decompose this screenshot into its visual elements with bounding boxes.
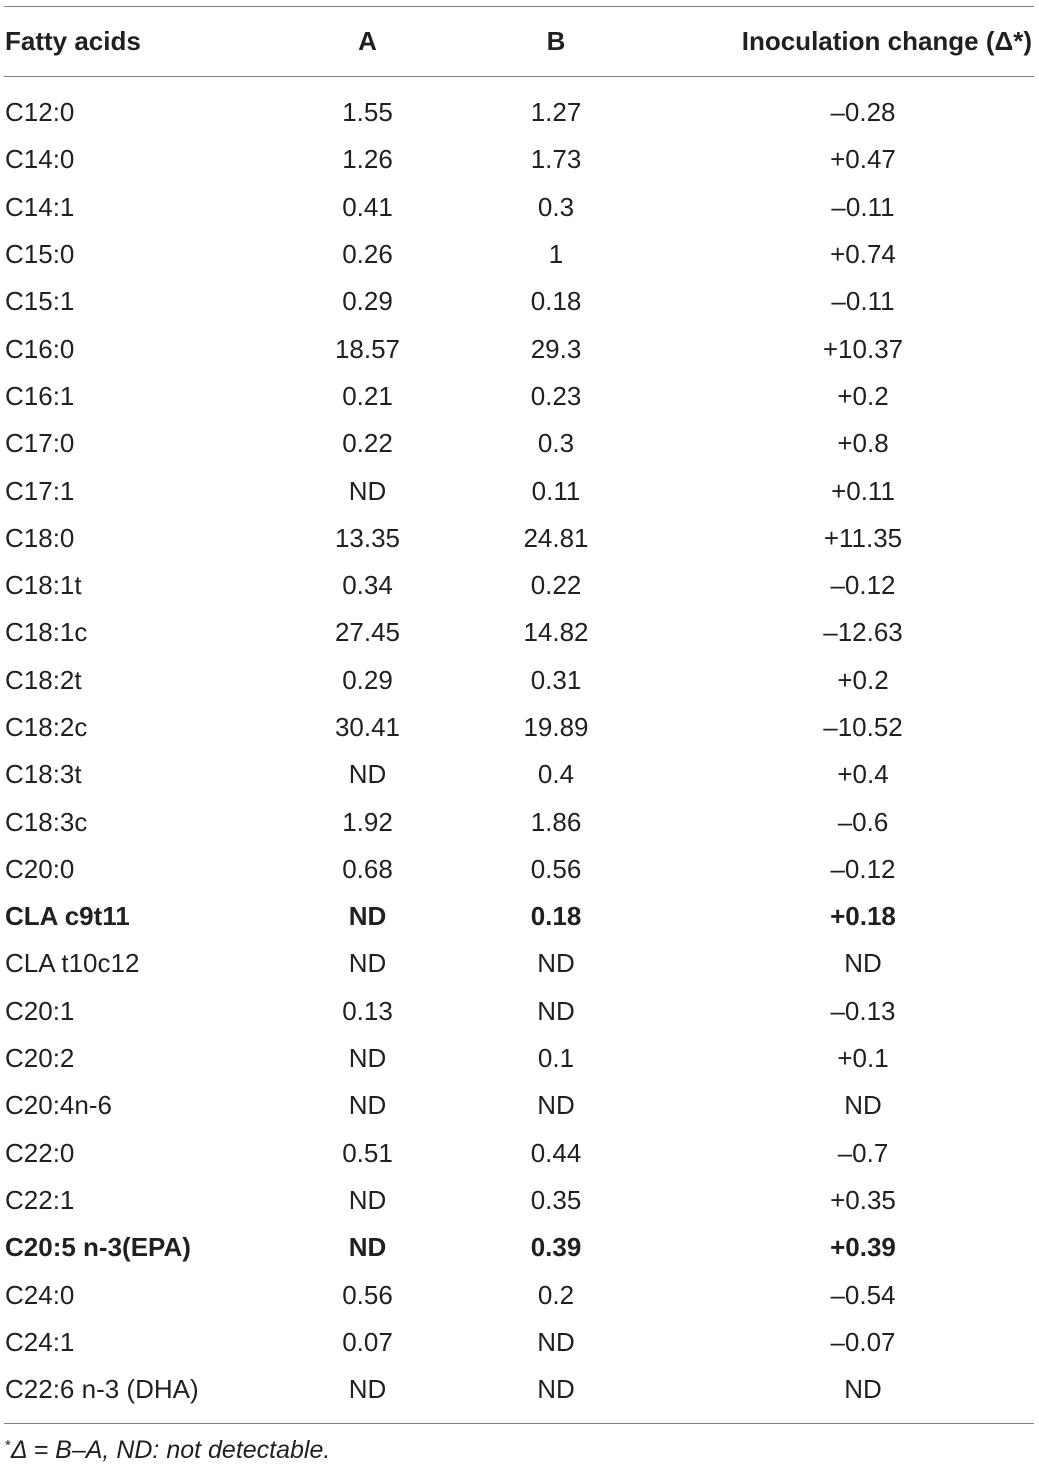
cell-delta-value: –0.11 bbox=[831, 191, 895, 222]
cell-fatty-acid: C18:0 bbox=[5, 522, 75, 553]
cell-a-value: 30.41 bbox=[334, 712, 401, 742]
table-row bbox=[4, 1366, 1034, 1413]
table-row bbox=[4, 562, 1034, 609]
cell-fatty-acid: C22:0 bbox=[5, 1137, 75, 1168]
cell-fatty-acid: C18:1t bbox=[5, 570, 82, 601]
cell-fatty-acid: C12:0 bbox=[5, 97, 75, 128]
cell-b-value: 0.22 bbox=[530, 570, 582, 601]
cell-a-value: 27.45 bbox=[334, 617, 401, 648]
cell-b-value: 0.3 bbox=[537, 428, 575, 459]
table-row bbox=[4, 373, 1034, 420]
table-footnote bbox=[5, 1436, 330, 1465]
cell-a-value: 0.07 bbox=[342, 1326, 393, 1357]
cell-delta-value: –0.6 bbox=[837, 806, 889, 837]
table-row bbox=[4, 751, 1034, 798]
cell-delta-value: ND bbox=[844, 1090, 882, 1121]
table-row bbox=[4, 467, 1034, 514]
cell-delta-value: +10.37 bbox=[822, 333, 904, 364]
cell-a-value: 0.34 bbox=[342, 570, 393, 601]
header-fatty-acids: Fatty acids bbox=[5, 26, 141, 56]
cell-fatty-acid: C16:0 bbox=[5, 333, 75, 364]
cell-a-value: 0.51 bbox=[342, 1137, 393, 1168]
table-row bbox=[4, 940, 1034, 987]
cell-fatty-acid: C14:0 bbox=[5, 144, 75, 175]
cell-delta-value: +0.74 bbox=[830, 239, 896, 270]
table-row bbox=[4, 136, 1034, 183]
cell-b-value: 1 bbox=[548, 239, 564, 270]
cell-delta-value: –0.07 bbox=[830, 1326, 896, 1357]
cell-a-value: 18.57 bbox=[334, 333, 401, 364]
cell-delta-value: +0.18 bbox=[830, 901, 896, 932]
cell-b-value: 0.18 bbox=[530, 286, 582, 317]
cell-b-value: 19.89 bbox=[523, 712, 589, 742]
table-row bbox=[4, 798, 1034, 845]
cell-b-value: 0.35 bbox=[530, 1184, 582, 1215]
cell-fatty-acid: C18:3t bbox=[5, 759, 82, 790]
cell-a-value: ND bbox=[348, 948, 387, 979]
table-row bbox=[4, 184, 1034, 231]
cell-a-value: 0.22 bbox=[342, 428, 393, 459]
cell-delta-value: –0.28 bbox=[830, 97, 896, 128]
table-row bbox=[4, 657, 1034, 704]
header-b: B bbox=[546, 26, 566, 56]
cell-delta-value: –0.11 bbox=[831, 286, 895, 317]
cell-a-value: ND bbox=[348, 901, 387, 932]
cell-a-value: ND bbox=[348, 1184, 387, 1215]
cell-fatty-acid: C20:5 n-3(EPA) bbox=[5, 1232, 191, 1263]
cell-a-value: 0.13 bbox=[342, 995, 393, 1026]
cell-fatty-acid: C22:1 bbox=[5, 1184, 75, 1215]
cell-fatty-acid: C18:2t bbox=[5, 664, 82, 695]
cell-delta-value: +0.2 bbox=[837, 380, 889, 411]
cell-delta-value: +0.2 bbox=[837, 664, 889, 695]
cell-b-value: 0.56 bbox=[530, 853, 582, 884]
cell-fatty-acid: C24:0 bbox=[5, 1279, 75, 1310]
cell-b-value: ND bbox=[537, 1090, 575, 1121]
cell-fatty-acid: C16:1 bbox=[5, 380, 75, 411]
cell-delta-value: ND bbox=[844, 1374, 882, 1405]
table-row bbox=[4, 1130, 1034, 1177]
table-row bbox=[4, 1035, 1034, 1082]
cell-fatty-acid: CLA c9t11 bbox=[5, 901, 130, 932]
table-row bbox=[4, 325, 1034, 372]
cell-fatty-acid: C20:4n-6 bbox=[5, 1090, 112, 1121]
fatty-acids-table bbox=[4, 6, 1034, 1424]
table-row bbox=[4, 420, 1034, 467]
table-row bbox=[4, 515, 1034, 562]
cell-b-value: 29.3 bbox=[530, 333, 582, 364]
cell-b-value: 0.31 bbox=[530, 664, 582, 695]
cell-b-value: 0.23 bbox=[530, 380, 582, 411]
cell-a-value: 13.35 bbox=[334, 522, 401, 553]
cell-fatty-acid: CLA t10c12 bbox=[5, 948, 140, 979]
cell-b-value: 0.44 bbox=[530, 1137, 582, 1168]
table-row bbox=[4, 1177, 1034, 1224]
cell-fatty-acid: C15:1 bbox=[5, 286, 75, 317]
cell-b-value: 0.2 bbox=[537, 1279, 575, 1310]
cell-a-value: 0.21 bbox=[342, 380, 393, 411]
cell-a-value: 0.68 bbox=[342, 853, 393, 884]
cell-b-value: ND bbox=[537, 1326, 575, 1357]
cell-delta-value: +0.35 bbox=[830, 1184, 896, 1215]
cell-a-value: ND bbox=[348, 1232, 387, 1263]
cell-a-value: 1.26 bbox=[342, 144, 393, 175]
cell-b-value: ND bbox=[537, 995, 575, 1026]
table-row bbox=[4, 1319, 1034, 1366]
cell-b-value: 24.81 bbox=[523, 522, 589, 553]
cell-a-value: 0.41 bbox=[342, 191, 393, 222]
cell-fatty-acid: C20:0 bbox=[5, 853, 75, 884]
table-row bbox=[4, 89, 1034, 136]
cell-delta-value: +0.4 bbox=[837, 759, 889, 790]
table-row bbox=[4, 1271, 1034, 1318]
cell-fatty-acid: C17:0 bbox=[5, 428, 75, 459]
cell-delta-value: –0.12 bbox=[830, 853, 896, 884]
cell-delta-value: –12.63 bbox=[823, 617, 903, 648]
table-header bbox=[4, 7, 1034, 76]
cell-b-value: 1.86 bbox=[530, 806, 582, 837]
cell-b-value: 0.11 bbox=[531, 475, 581, 506]
cell-a-value: 0.26 bbox=[342, 239, 393, 270]
cell-a-value: 1.55 bbox=[342, 97, 393, 128]
cell-delta-value: –0.54 bbox=[830, 1279, 896, 1310]
cell-fatty-acid: C18:2c bbox=[5, 712, 88, 742]
cell-b-value: 0.39 bbox=[530, 1232, 582, 1263]
cell-b-value: 0.1 bbox=[537, 1043, 575, 1074]
cell-delta-value: +0.1 bbox=[837, 1043, 889, 1074]
footnote-text: Δ = B–A, ND: not detectable. bbox=[10, 1436, 331, 1464]
cell-a-value: 0.56 bbox=[342, 1279, 393, 1310]
table-body bbox=[4, 89, 1034, 1413]
cell-fatty-acid: C15:0 bbox=[5, 239, 75, 270]
table-row bbox=[4, 988, 1034, 1035]
cell-a-value: ND bbox=[348, 759, 387, 790]
cell-fatty-acid: C22:6 n-3 (DHA) bbox=[5, 1374, 199, 1405]
table-row bbox=[4, 1082, 1034, 1129]
cell-fatty-acid: C14:1 bbox=[5, 191, 75, 222]
table-row bbox=[4, 704, 1034, 751]
header-rule bbox=[4, 76, 1034, 77]
header-a: A bbox=[358, 26, 377, 56]
table-row bbox=[4, 1224, 1034, 1271]
cell-b-value: ND bbox=[537, 948, 575, 979]
cell-a-value: ND bbox=[348, 1090, 387, 1121]
cell-b-value: 1.73 bbox=[530, 144, 582, 175]
cell-a-value: 0.29 bbox=[342, 286, 393, 317]
table-row bbox=[4, 846, 1034, 893]
cell-delta-value: –10.52 bbox=[823, 712, 903, 742]
cell-delta-value: +0.11 bbox=[831, 475, 895, 506]
cell-fatty-acid: C18:1c bbox=[5, 617, 88, 648]
cell-a-value: 0.29 bbox=[342, 664, 393, 695]
table-row bbox=[4, 893, 1034, 940]
cell-a-value: ND bbox=[348, 475, 387, 506]
table-row bbox=[4, 231, 1034, 278]
bottom-rule bbox=[4, 1423, 1034, 1424]
cell-fatty-acid: C20:2 bbox=[5, 1043, 75, 1074]
header-inoculation-change: Inoculation change (Δ*) bbox=[741, 26, 1032, 56]
cell-fatty-acid: C20:1 bbox=[5, 995, 75, 1026]
cell-b-value: 14.82 bbox=[523, 617, 589, 648]
cell-delta-value: ND bbox=[844, 948, 882, 979]
cell-fatty-acid: C17:1 bbox=[5, 475, 75, 506]
footnote-marker: * bbox=[5, 1437, 11, 1454]
cell-delta-value: +11.35 bbox=[823, 522, 903, 553]
cell-a-value: 1.92 bbox=[342, 806, 393, 837]
table-row bbox=[4, 278, 1034, 325]
table-row bbox=[4, 609, 1034, 656]
cell-delta-value: +0.8 bbox=[837, 428, 889, 459]
cell-b-value: 0.18 bbox=[530, 901, 582, 932]
cell-b-value: 0.3 bbox=[537, 191, 575, 222]
cell-a-value: ND bbox=[348, 1043, 387, 1074]
cell-delta-value: +0.39 bbox=[830, 1232, 896, 1263]
cell-fatty-acid: C24:1 bbox=[5, 1326, 75, 1357]
cell-delta-value: +0.47 bbox=[830, 144, 896, 175]
cell-b-value: 0.4 bbox=[537, 759, 575, 790]
cell-fatty-acid: C18:3c bbox=[5, 806, 88, 837]
cell-delta-value: –0.13 bbox=[830, 995, 896, 1026]
cell-a-value: ND bbox=[348, 1374, 387, 1405]
cell-b-value: ND bbox=[537, 1374, 575, 1405]
cell-delta-value: –0.7 bbox=[837, 1137, 889, 1168]
cell-delta-value: –0.12 bbox=[830, 570, 896, 601]
cell-b-value: 1.27 bbox=[530, 97, 582, 128]
